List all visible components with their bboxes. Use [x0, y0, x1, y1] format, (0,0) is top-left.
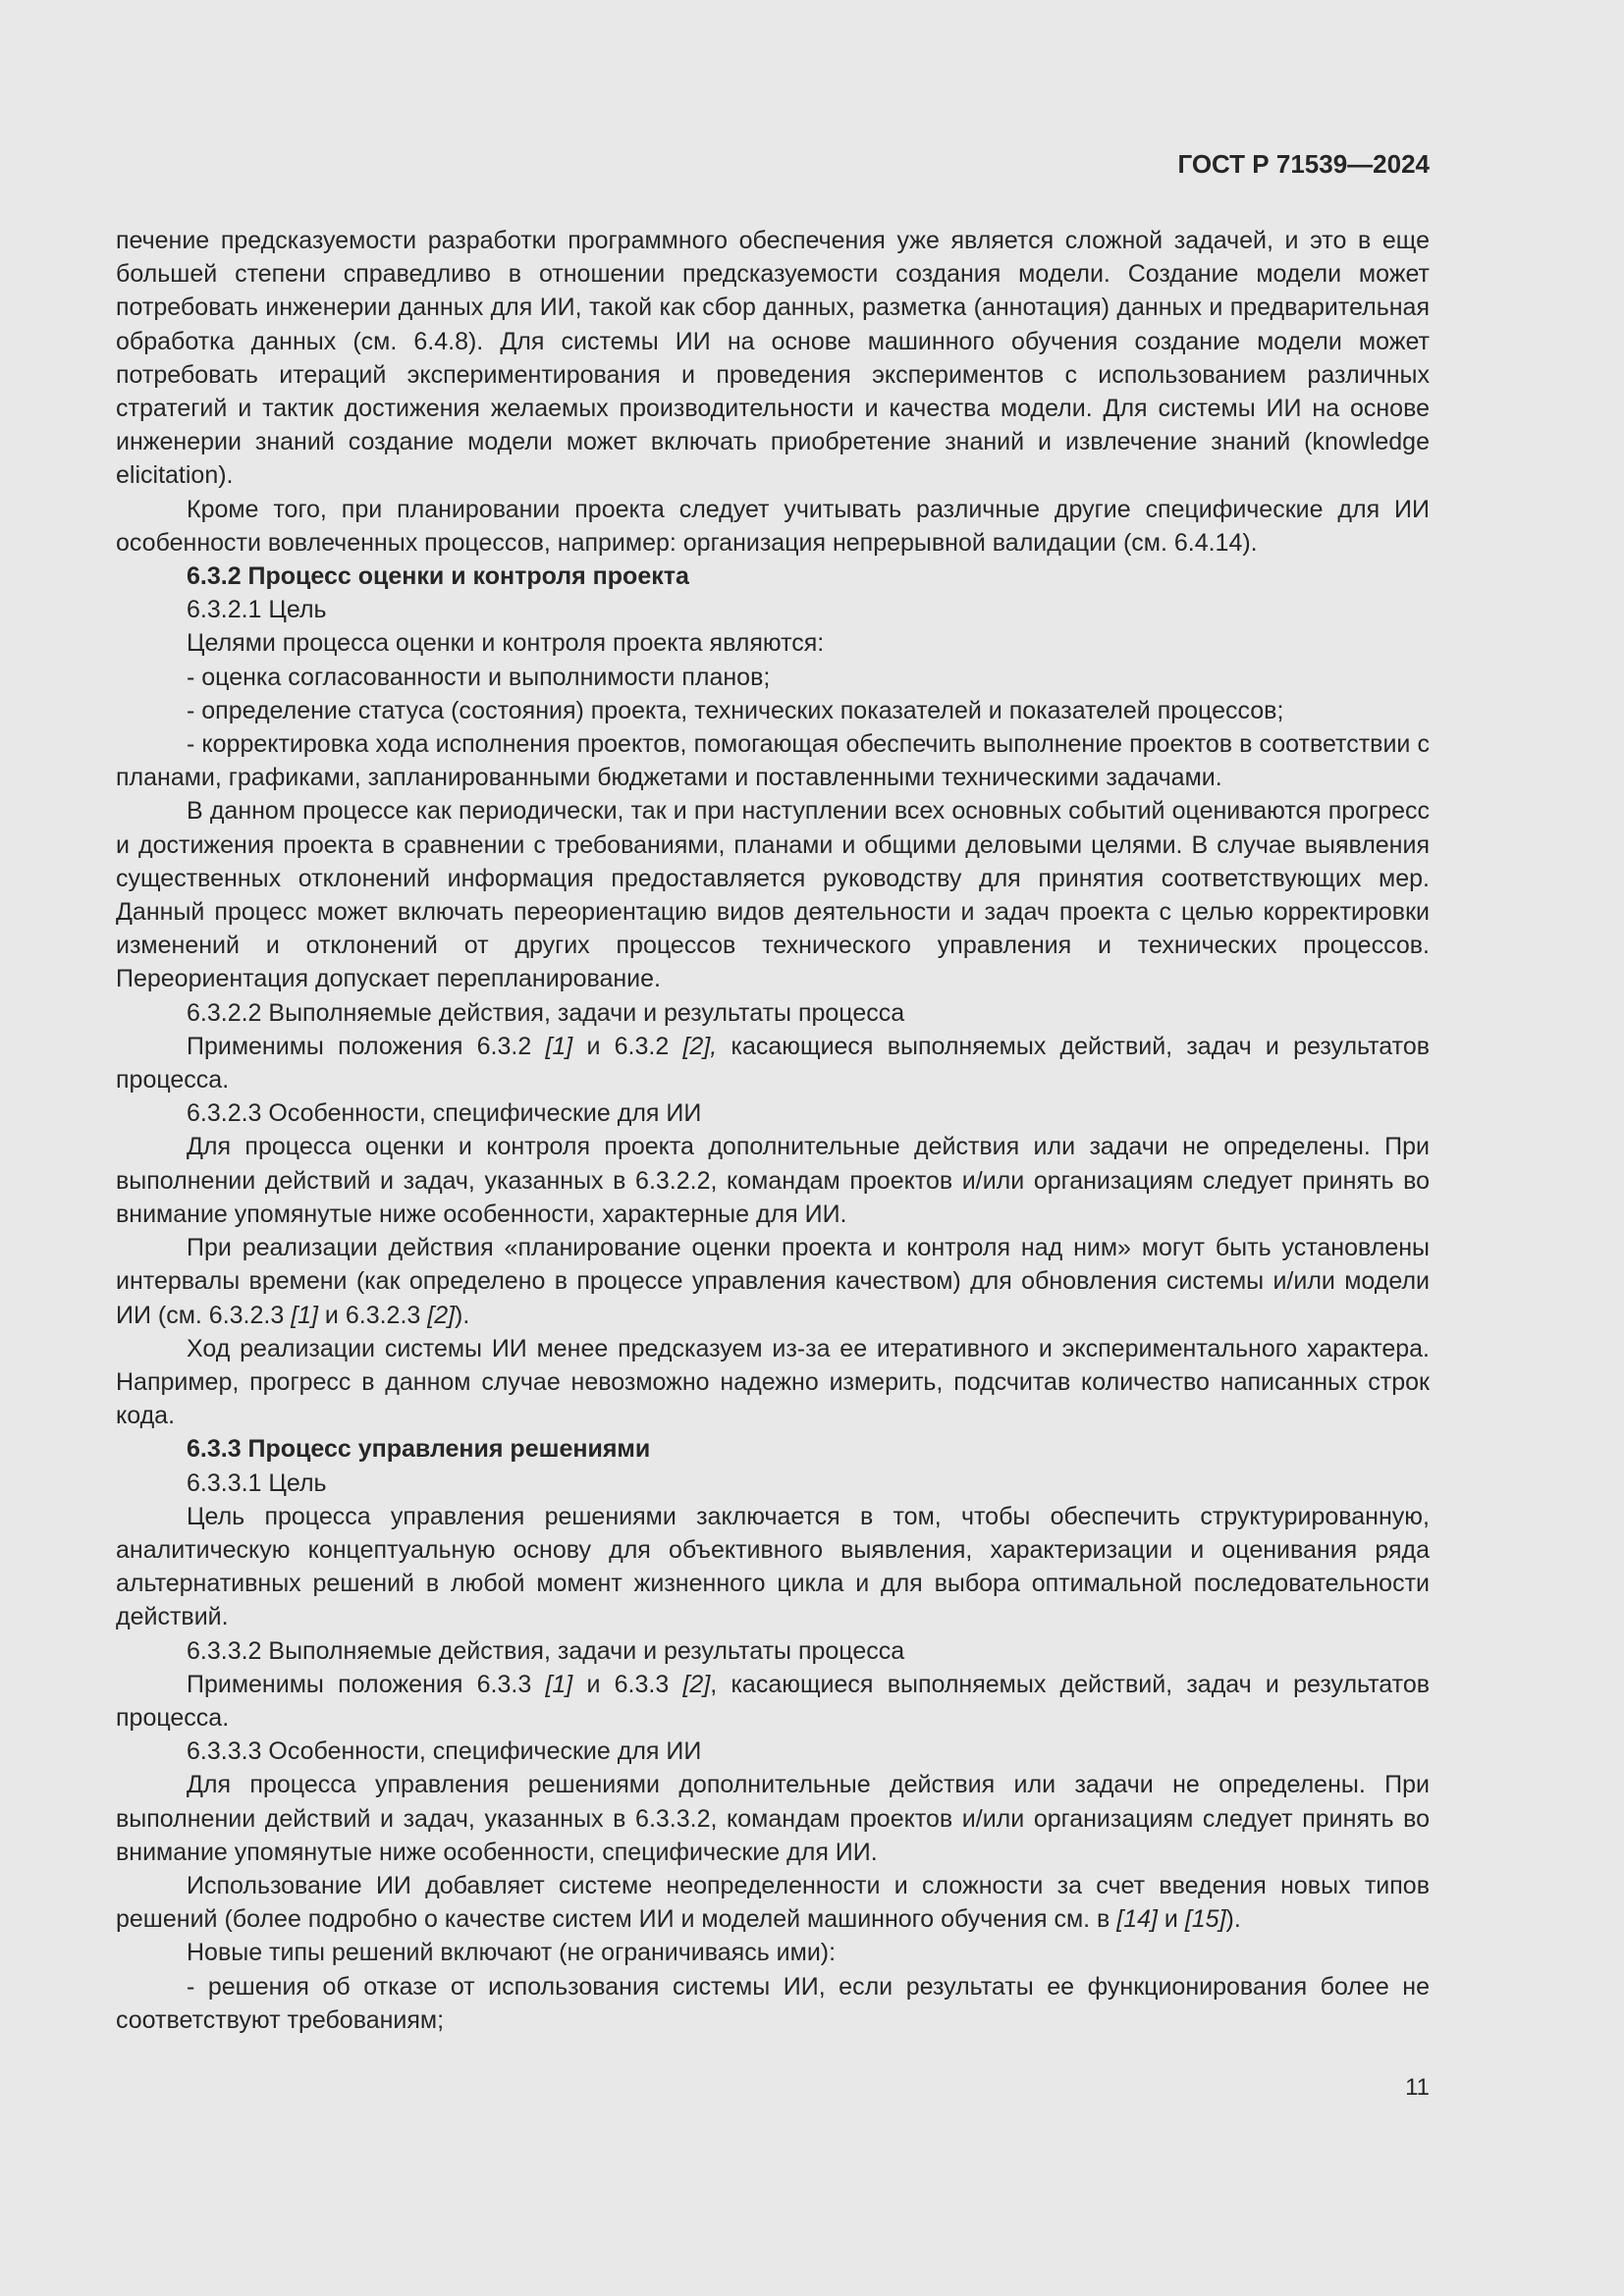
subsection-heading-6-3-3-3: 6.3.3.3 Особенности, специфические для ИИ: [187, 1737, 702, 1766]
reference: [14]: [1116, 1905, 1158, 1934]
reference: [2],: [682, 1032, 718, 1060]
text-run: касающиеся выполняемых действий, задач и результатов процесса.: [116, 1032, 1430, 1095]
text-run: и 6.3.2: [572, 1032, 683, 1060]
text-run: , касающиеся выполняемых действий, задач и результатов процесса.: [116, 1670, 1431, 1732]
paragraph: [116, 1030, 1430, 1096]
text-run: При реализации действия «планирование оценки проекта и контроля над ним» могут быть установлены интервалы времени (как определено в процессе управления качеством) для обновления системы и/или модели ИИ (см. 6.3.2.3: [116, 1234, 1430, 1329]
text-run: и 6.3.2.3: [317, 1301, 428, 1329]
list-item: - оценка согласованности и выполнимости планов;: [187, 663, 771, 691]
paragraph: [116, 1668, 1430, 1735]
paragraph: [116, 1869, 1430, 1936]
paragraph: В данном процессе как периодически, так и при наступлении всех основных событий оцениваются прогресс и достижения проекта в сравнении с требованиями, планами и общими деловыми целями. В случае выявления существенных отклонений информация предоставляется руководству для принятия соответствующих мер. Данный процесс может включать переориентацию видов деятельности и задач проекта с целью корректировки изменений и отклонений от других процессов технического управления и технических процессов. Переориентация допускает перепланирование.: [116, 797, 1430, 993]
section-heading-6-3-2: 6.3.2 Процесс оценки и контроля проекта: [187, 562, 689, 591]
paragraph: Целями процесса оценки и контроля проекта являются:: [187, 629, 825, 658]
paragraph: Ход реализации системы ИИ менее предсказуем из-за ее итеративного и экспериментального характера. Например, прогресс в данном случае невозможно надежно измерить, подсчитав количество написанных строк кода.: [116, 1334, 1430, 1430]
list-item: - определение статуса (состояния) проекта, технических показателей и показателей процессов;: [187, 696, 1284, 724]
reference: [1]: [545, 1032, 573, 1060]
reference: [2]: [427, 1301, 456, 1329]
subsection-heading-6-3-3-2: 6.3.3.2 Выполняемые действия, задачи и результаты процесса: [187, 1636, 905, 1665]
subsection-heading-6-3-2-2: 6.3.2.2 Выполняемые действия, задачи и результаты процесса: [187, 998, 905, 1027]
subsection-heading-6-3-2-3: 6.3.2.3 Особенности, специфические для ИИ: [187, 1099, 702, 1128]
reference: [1]: [291, 1301, 318, 1329]
document-body: [116, 224, 1430, 2037]
list-item: - корректировка хода исполнения проектов, помогающая обеспечить выполнение проектов в соответствии с планами, графиками, запланированными бюджетами и поставленными техническими задачами.: [116, 730, 1430, 792]
paragraph: Кроме того, при планировании проекта следует учитывать различные другие специфические для ИИ особенности вовлеченных процессов, например: организация непрерывной валидации (см. 6.4.14).: [116, 495, 1430, 557]
page-number: 11: [1405, 2074, 1430, 2101]
reference: [2]: [682, 1670, 711, 1698]
paragraph: Цель процесса управления решениями заключается в том, чтобы обеспечить структурированную, аналитическую концептуальную основу для объективного выявления, характеризации и оценивания ряда альтернативных решений в любой момент жизненного цикла и для выбора оптимальной последовательности действий.: [116, 1502, 1430, 1631]
paragraph: Для процесса управления решениями дополнительные действия или задачи не определены. При выполнении действий и задач, указанных в 6.3.3.2, командам проектов и/или организациям следует принять во внимание упомянутые ниже особенности, специфические для ИИ.: [116, 1771, 1430, 1866]
list-item: - решения об отказе от использования системы ИИ, если результаты ее функционирования более не соответствуют требованиям;: [116, 1972, 1430, 2034]
text-run: и 6.3.3: [572, 1670, 683, 1698]
standard-header: ГОСТ Р 71539—2024: [1177, 149, 1430, 179]
subsection-heading-6-3-3-1: 6.3.3.1 Цель: [187, 1468, 327, 1497]
reference: [1]: [545, 1670, 573, 1698]
text-run: Использование ИИ добавляет системе неопределенности и сложности за счет введения новых типов решений (более подробно о качестве систем ИИ и моделей машинного обучения см. в: [116, 1871, 1430, 1934]
reference: [15]: [1184, 1905, 1226, 1934]
text-run: ).: [1225, 1905, 1241, 1934]
paragraph: Для процесса оценки и контроля проекта дополнительные действия или задачи не определены. При выполнении действий и задач, указанных в 6.3.2.2, командам проектов и/или организациям следует принять во внимание упомянутые ниже особенности, характерные для ИИ.: [116, 1133, 1430, 1228]
text-run: ).: [455, 1301, 470, 1329]
paragraph: Новые типы решений включают (не ограничиваясь ими):: [187, 1939, 837, 1967]
subsection-heading-6-3-2-1: 6.3.2.1 Цель: [187, 596, 327, 624]
paragraph: [116, 1231, 1430, 1332]
text-run: Применимы положения 6.3.2: [187, 1032, 546, 1060]
text-run: и: [1157, 1905, 1185, 1934]
text-run: Применимы положения 6.3.3: [187, 1670, 546, 1698]
section-heading-6-3-3: 6.3.3 Процесс управления решениями: [187, 1435, 651, 1464]
paragraph: печение предсказуемости разработки программного обеспечения уже является сложной задачей, и это в еще большей степени справедливо в отношении предсказуемости создания модели. Создание модели может потребовать инженерии данных для ИИ, такой как сбор данных, разметка (аннотация) данных и предварительная обработка данных (см. 6.4.8). Для системы ИИ на основе машинного обучения создание модели может потребовать итераций экспериментирования и проведения экспериментов с использованием различных стратегий и тактик достижения желаемых производительности и качества модели. Для системы ИИ на основе инженерии знаний создание модели может включать приобретение знаний и извлечение знаний (knowledge elicitation).: [116, 227, 1430, 490]
